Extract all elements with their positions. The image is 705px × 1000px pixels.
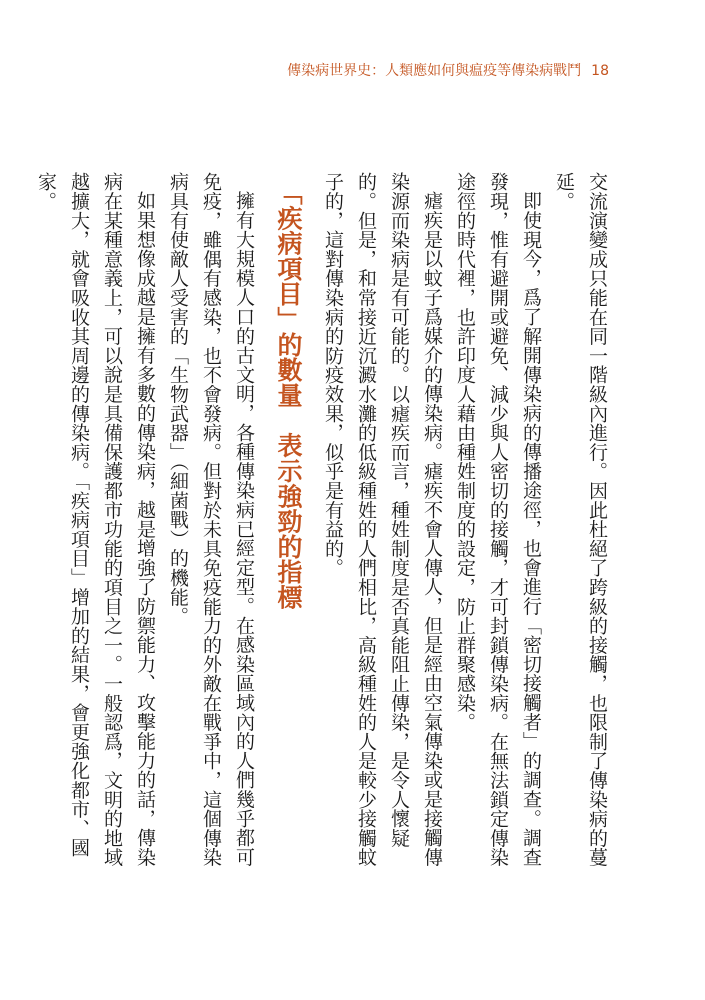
section-heading-part2: 表示強勁的指標	[274, 432, 303, 610]
paragraph: 如果想像成越是擁有多數的傳染病，越是增強了防禦能力、攻擊能力的話，傳染病在某種意義上，可以說是具備保護都市功能的項目之一。一般認爲，文明的地域越擴大，就會吸收其周邊的傳染病。「疾病項目」增加的結果，會更強化都市、國家。	[35, 172, 156, 867]
paragraph: 交流演變成只能在同一階級內進行。因此杜絕了跨級的接觸，也限制了傳染病的蔓延。	[553, 172, 608, 867]
section-heading	[268, 172, 308, 872]
section-heading-part1: 「疾病項目」的數量	[274, 180, 303, 408]
paragraph: 擁有大規模人口的古文明，各種傳染病已經定型。在感染區域內的人們幾乎都可免疫，雖偶有感染，也不會發病。但對於未具免疫能力的外敵在戰爭中，這個傳染病具有使敵人受害的「生物武器」（細菌戰）的機能。	[167, 172, 255, 867]
book-title: 傳染病世界史：人類應如何與瘟疫等傳染病戰鬥	[287, 63, 582, 79]
paragraph: 瘧疾是以蚊子爲媒介的傳染病。瘧疾不會人傳人，但是經由空氣傳染或是接觸傳染源而染病是有可能的。以瘧疾而言，種姓制度是否真能阻止傳染，是令人懷疑的。但是，和常接近沉澱水灘的低級種姓的人們相比，高級種姓的人是較少接觸蚊子的，這對傳染病的防疫效果，似乎是有益的。	[322, 172, 443, 867]
running-header	[287, 60, 609, 80]
page-number: 18	[591, 63, 609, 79]
paragraph: 即使現今，爲了解開傳染病的傳播途徑，也會進行「密切接觸者」的調查。調查發現，惟有避開或避免、減少與人密切的接觸，才可封鎖傳染病。在無法鎖定傳染途徑的時代裡，也許印度人藉由種姓制度的設定，防止群聚感染。	[454, 172, 542, 867]
vertical-text-body	[29, 172, 613, 872]
